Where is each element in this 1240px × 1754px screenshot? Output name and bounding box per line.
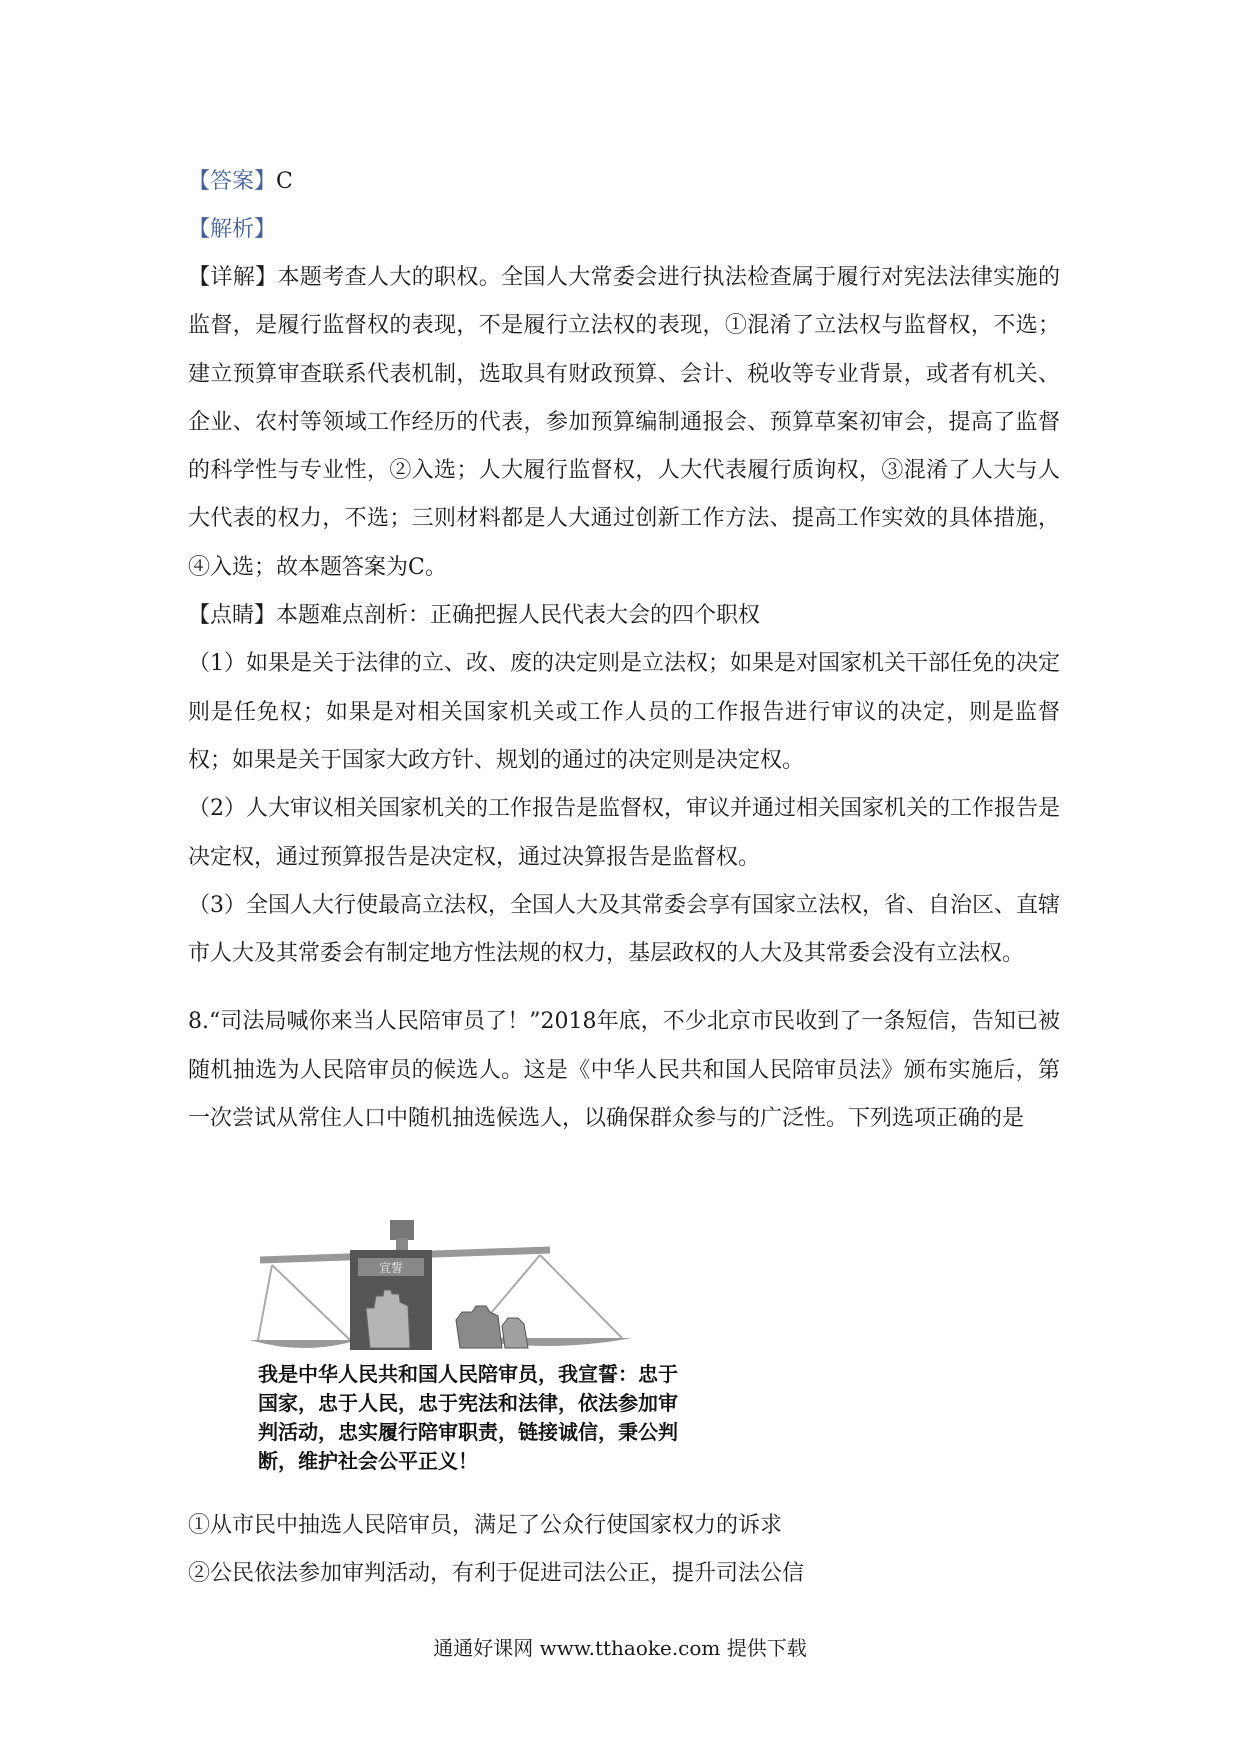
key-point-text: 本题难点剖析：正确把握人民代表大会的四个职权 xyxy=(276,603,761,629)
oath-illustration xyxy=(250,1220,698,1476)
key-point-tag: 【点睛】 xyxy=(188,603,277,629)
question-options xyxy=(188,1502,1060,1599)
scales-of-justice-icon xyxy=(250,1220,698,1350)
question-stem: 8.“司法局喊你来当人民陪审员了！”2018年底，不少北京市民收到了一条短信，告知已被随机抽选为人民陪审员的候选人。这是《中华人民共和国人民陪审员法》颁布实施后，第一次尝试从常住人口中随机抽选候选人，以确保群众参与的广泛性。下列选项正确的是 xyxy=(188,1009,1060,1132)
key-point-heading xyxy=(188,592,1060,640)
option-2: ②公民依法参加审判活动，有利于促进司法公正，提升司法公信 xyxy=(188,1561,805,1587)
key-point-item-3: （3）全国人大行使最高立法权，全国人大及其常委会享有国家立法权，省、自治区、直辖市人大及其常委会有制定地方性法规的权力，基层政权的人大及其常委会没有立法权。 xyxy=(188,892,1061,967)
detail-text: 本题考查人大的职权。全国人大常委会进行执法检查属于履行对宪法法律实施的监督，是履行监督权的表现，不是履行立法权的表现，①混淆了立法权与监督权，不选；建立预算审查联系代表机制，选取具有财政预算、会计、税收等专业背景，或者有机关、企业、农村等领域工作经历的代表，参加预算编制通报会、预算草案初审会，提高了监督的科学性与专业性，②入选；人大履行监督权，人大代表履行质询权，③混淆了人大与人大代表的权力，不选；三则材料都是人大通过创新工作方法、提高工作实效的具体措施，④入选；故本题答案为C。 xyxy=(188,265,1060,580)
key-point-item-2: （2）人大审议相关国家机关的工作报告是监督权，审议并通过相关国家机关的工作报告是决定权，通过预算报告是决定权，通过决算报告是监督权。 xyxy=(188,796,1061,870)
option-1: ①从市民中抽选人民陪审员，满足了公众行使国家权力的诉求 xyxy=(188,1513,783,1538)
page-footer: 通通好课网 www.tthaoke.com 提供下载 xyxy=(433,1636,807,1660)
answer-value: C xyxy=(276,169,293,194)
detail-tag: 【详解】 xyxy=(188,265,278,290)
oath-caption: 我是中华人民共和国人民陪审员，我宣誓：忠于国家，忠于人民，忠于宪法和法律，依法参加审判活动，忠实履行陪审职责，链接诚信，秉公判断，维护社会公平正义！ xyxy=(258,1362,678,1473)
answer-tag: 【答案】 xyxy=(188,169,277,194)
section-gap xyxy=(188,978,1060,998)
analysis-tag: 【解析】 xyxy=(188,217,277,242)
answer-line xyxy=(188,158,1060,206)
key-point-item-1: （1）如果是关于法律的立、改、废的决定则是立法权；如果是对国家机关干部任免的决定则是任免权；如果是对相关国家机关或工作人员的工作报告进行审议的决定，则是监督权；如果是关于国家大政方针、规划的通过的决定则是决定权。 xyxy=(188,651,1061,773)
answer-analysis-section xyxy=(188,158,1060,1143)
oath-board-text: 宣誓 xyxy=(378,1261,404,1275)
detail-paragraph xyxy=(188,254,1060,592)
